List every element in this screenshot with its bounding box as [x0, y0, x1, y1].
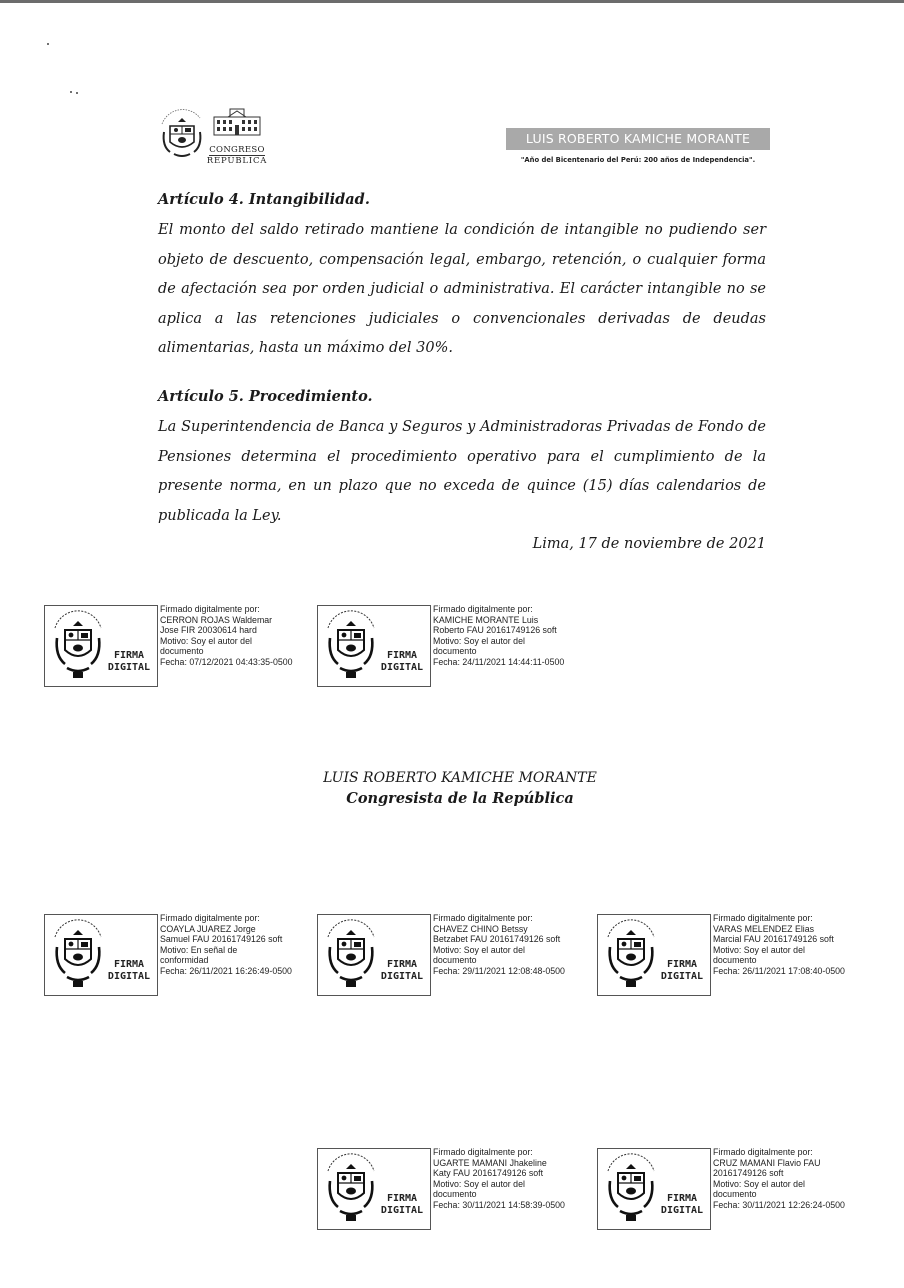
firma-label-bottom: DIGITAL: [107, 971, 151, 982]
coat-of-arms-icon: [322, 610, 380, 682]
firma-digital-seal: [44, 605, 158, 687]
article-5-title: Artículo 5. Procedimiento.: [158, 388, 373, 405]
firma-digital-seal: [597, 1148, 711, 1230]
firma-label-bottom: DIGITAL: [660, 1205, 704, 1216]
coat-of-arms-icon: [49, 610, 107, 682]
firma-digital-seal: [317, 1148, 431, 1230]
firma-label-bottom: DIGITAL: [107, 662, 151, 673]
article-4-title: Artículo 4. Intangibilidad.: [158, 191, 370, 208]
scan-speck: [70, 91, 72, 93]
signature-details: Firmado digitalmente por: CHAVEZ CHINO Betssy Betzabet FAU 20161749126 soft Motivo: Soy el autor del documento Fecha: 29/11/2021 12:08:48-0500: [433, 913, 565, 976]
coat-of-arms-icon: [322, 919, 380, 991]
signature-details: Firmado digitalmente por: CERRON ROJAS Waldemar Jose FIR 20030614 hard Motivo: Soy el autor del documento Fecha: 07/12/2021 04:43:35-0500: [160, 604, 293, 667]
firma-digital-label: [656, 959, 708, 983]
firma-label-bottom: DIGITAL: [380, 971, 424, 982]
congreso-logo: [206, 107, 268, 167]
signature-details: Firmado digitalmente por: CRUZ MAMANI Flavio FAU 20161749126 soft Motivo: Soy el autor del documento Fecha: 30/11/2021 12:26:24-0500: [713, 1147, 845, 1210]
scan-speck: [76, 92, 78, 94]
signature-details: Firmado digitalmente por: KAMICHE MORANTE Luis Roberto FAU 20161749126 soft Motivo: Soy el autor del documento Fecha: 24/11/2021 14:44:11-0500: [433, 604, 565, 667]
coat-of-arms-icon: [49, 919, 107, 991]
article-5-body: La Superintendencia de Banca y Seguros y Administradoras Privadas de Fondo de Pensiones determina el procedimiento operativo para el cumplimiento de la presente norma, en un plazo que no exceda de quince (15) días calendarios de publicada la Ley.: [158, 419, 766, 524]
date-place: Lima, 17 de noviembre de 2021: [532, 536, 766, 552]
firma-label-bottom: DIGITAL: [380, 662, 424, 673]
signature-details: Firmado digitalmente por: COAYLA JUAREZ Jorge Samuel FAU 20161749126 soft Motivo: En señal de conformidad Fecha: 26/11/2021 16:26:49-0500: [160, 913, 292, 976]
coat-of-arms-icon: [156, 108, 208, 162]
firma-label-top: FIRMA: [113, 959, 145, 970]
firma-label-top: FIRMA: [386, 650, 418, 661]
author-banner: LUIS ROBERTO KAMICHE MORANTE: [506, 128, 770, 150]
coat-of-arms-icon: [322, 1153, 380, 1225]
firma-digital-label: [103, 959, 155, 983]
firma-digital-label: [376, 1193, 428, 1217]
firma-label-top: FIRMA: [666, 959, 698, 970]
firma-digital-label: [656, 1193, 708, 1217]
firma-digital-label: [376, 650, 428, 674]
firma-digital-label: [376, 959, 428, 983]
firma-label-bottom: DIGITAL: [380, 1205, 424, 1216]
coat-of-arms-icon: [602, 919, 660, 991]
firma-digital-label: [103, 650, 155, 674]
congreso-logo-line1: CONGRESO: [209, 145, 265, 155]
firma-digital-seal: [317, 605, 431, 687]
firma-digital-seal: [44, 914, 158, 996]
scan-speck: [47, 43, 49, 45]
coat-of-arms-icon: [602, 1153, 660, 1225]
firma-label-top: FIRMA: [113, 650, 145, 661]
firma-digital-seal: [597, 914, 711, 996]
signatory-role: Congresista de la República: [346, 790, 574, 807]
year-motto: "Año del Bicentenario del Perú: 200 años de Independencia".: [520, 156, 756, 164]
congress-building-icon: [208, 107, 266, 137]
signature-details: Firmado digitalmente por: VARAS MELENDEZ Elias Marcial FAU 20161749126 soft Motivo: Soy el autor del documento Fecha: 26/11/2021 17:08:40-0500: [713, 913, 845, 976]
firma-digital-seal: [317, 914, 431, 996]
congreso-logo-line2: REPÚBLICA: [206, 156, 268, 166]
article-4-body: El monto del saldo retirado mantiene la condición de intangible no pudiendo ser objeto de descuento, compensación legal, embargo, retención, o cualquier forma de afectación sea por orden judicial o administrativa. El carácter intangible no se aplica a las retenciones judiciales o convencionales derivadas de deudas alimentarias, hasta un máximo del 30%.: [158, 222, 766, 356]
signature-details: Firmado digitalmente por: UGARTE MAMANI Jhakeline Katy FAU 20161749126 soft Motivo: Soy el autor del documento Fecha: 30/11/2021 14:58:39-0500: [433, 1147, 565, 1210]
signatory-name: LUIS ROBERTO KAMICHE MORANTE: [323, 770, 597, 786]
firma-label-top: FIRMA: [386, 959, 418, 970]
firma-label-bottom: DIGITAL: [660, 971, 704, 982]
firma-label-top: FIRMA: [386, 1193, 418, 1204]
scan-top-edge: [0, 0, 904, 3]
firma-label-top: FIRMA: [666, 1193, 698, 1204]
